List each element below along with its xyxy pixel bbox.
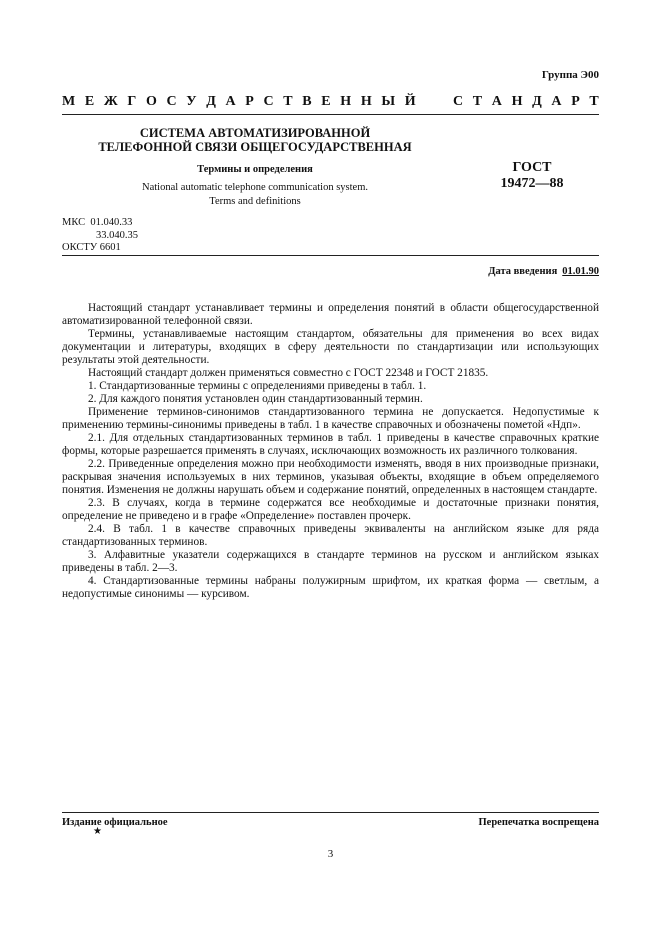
heading-letter: Д bbox=[532, 94, 542, 109]
paragraph: 3. Алфавитные указатели содержащихся в стандарте терминов на русском и английском языках приведены в табл. 2—3. bbox=[62, 549, 599, 574]
heading-letter: М bbox=[62, 94, 76, 109]
heading-letter: Е bbox=[321, 94, 331, 109]
body-text bbox=[62, 302, 599, 601]
paragraph: 2.4. В табл. 1 в качестве справочных приведены эквиваленты на английском языке для ряда стандартизованных терминов. bbox=[62, 523, 599, 548]
title-line-1: СИСТЕМА АВТОМАТИЗИРОВАННОЙ bbox=[139, 126, 371, 140]
paragraph: Применение терминов-синонимов стандартизованного термина не допускается. Недопустимые к применению термины-синонимы приведены в табл. 1 в качестве справочных и обозначены пометой «Ндп». bbox=[62, 406, 599, 431]
heading-letter: С bbox=[453, 94, 464, 109]
heading-letter: Е bbox=[84, 94, 95, 109]
heading-letter: Й bbox=[404, 94, 416, 109]
heading-letter: С bbox=[263, 94, 274, 109]
classification-codes bbox=[62, 217, 138, 255]
paragraph: Настоящий стандарт устанавливает термины и определения понятий в области общегосударственной автоматизированной телефонной связи. bbox=[62, 302, 599, 327]
heading-letter: А bbox=[491, 94, 502, 109]
group-label: Группа Э00 bbox=[541, 69, 599, 81]
paragraph: Термины, устанавливаемые настоящим стандартом, обязательны для применения во всех видах документации и литературы, входящих в сферу деятельности по стандартизации или использующих результаты этой деятельности. bbox=[62, 328, 599, 366]
header-rule-bottom bbox=[62, 255, 599, 256]
okstu-code: ОКСТУ 6601 bbox=[62, 242, 121, 253]
english-title bbox=[62, 181, 448, 208]
gost-label: ГОСТ bbox=[512, 160, 552, 175]
heading-letter: Т bbox=[589, 94, 599, 109]
heading-letter: Н bbox=[511, 94, 523, 109]
introduction-date bbox=[488, 266, 599, 277]
heading-letter: У bbox=[186, 94, 197, 109]
heading-word-gap bbox=[425, 94, 443, 110]
heading-letter: Н bbox=[340, 94, 352, 109]
mks-label: МКС bbox=[62, 217, 86, 228]
standard-title bbox=[62, 126, 448, 154]
star-icon: ★ bbox=[93, 826, 102, 837]
heading-letter: Т bbox=[472, 94, 483, 109]
heading-letter: А bbox=[551, 94, 562, 109]
footer-rule bbox=[62, 812, 599, 813]
header-rule-top bbox=[62, 114, 599, 115]
heading-letter: Н bbox=[360, 94, 372, 109]
heading-letter: В bbox=[302, 94, 312, 109]
english-title-line-2: Terms and definitions bbox=[209, 195, 301, 207]
gost-designation bbox=[465, 160, 599, 192]
intro-date-value: 01.01.90 bbox=[562, 266, 599, 277]
title-line-2: ТЕЛЕФОННОЙ СВЯЗИ ОБЩЕГОСУДАРСТВЕННАЯ bbox=[98, 140, 412, 154]
standard-subtitle: Термины и определения bbox=[197, 164, 313, 175]
paragraph: 2.3. В случаях, когда в термине содержатся все необходимые и достаточные признаки понятия, определение не приведено и в графе «Определение» поставлен прочерк. bbox=[62, 497, 599, 522]
intro-date-label: Дата введения bbox=[488, 266, 558, 277]
paragraph: 2.1. Для отдельных стандартизованных терминов в табл. 1 приведены в качестве справочных краткие формы, которые разрешается применять в случаях, исключающих возможность их различного толкования. bbox=[62, 432, 599, 457]
mks-code-2: 33.040.35 bbox=[96, 229, 138, 241]
heading-letter: Д bbox=[206, 94, 216, 109]
heading-letter: Г bbox=[127, 94, 137, 109]
heading-letter: Р bbox=[245, 94, 254, 109]
paragraph: 1. Стандартизованные термины с определениями приведены в табл. 1. bbox=[88, 380, 427, 392]
paragraph: Настоящий стандарт должен применяться совместно с ГОСТ 22348 и ГОСТ 21835. bbox=[88, 367, 489, 379]
heading-letter: О bbox=[145, 94, 157, 109]
heading-letter: Т bbox=[283, 94, 293, 109]
heading-letter: С bbox=[166, 94, 177, 109]
paragraph: 4. Стандартизованные термины набраны полужирным шрифтом, их краткая форма — светлым, а недопустимые синонимы — курсивом. bbox=[62, 575, 599, 600]
page-number: 3 bbox=[327, 848, 334, 860]
heading-letter: Р bbox=[571, 94, 580, 109]
interstate-standard-heading bbox=[62, 94, 599, 110]
heading-letter: Ы bbox=[381, 94, 396, 109]
paragraph: 2. Для каждого понятия установлен один стандартизованный термин. bbox=[88, 393, 423, 405]
reprint-prohibited-label: Перепечатка воспрещена bbox=[478, 817, 599, 828]
gost-number: 19472—88 bbox=[500, 176, 564, 191]
heading-letter: Ж bbox=[103, 94, 118, 109]
official-edition-label: Издание официальное bbox=[62, 817, 168, 828]
paragraph: 2.2. Приведенные определения можно при необходимости изменять, вводя в них производные признаки, раскрывая значения используемых в них терминов, указывая объекты, входящие в объем определяемого понятия. Изменения не должны нарушать объем и содержание понятий, определенных в настоящем стандарте. bbox=[62, 458, 599, 496]
heading-letter: А bbox=[225, 94, 236, 109]
mks-code-1: 01.040.33 bbox=[90, 217, 133, 228]
english-title-line-1: National automatic telephone communication system. bbox=[142, 182, 368, 193]
